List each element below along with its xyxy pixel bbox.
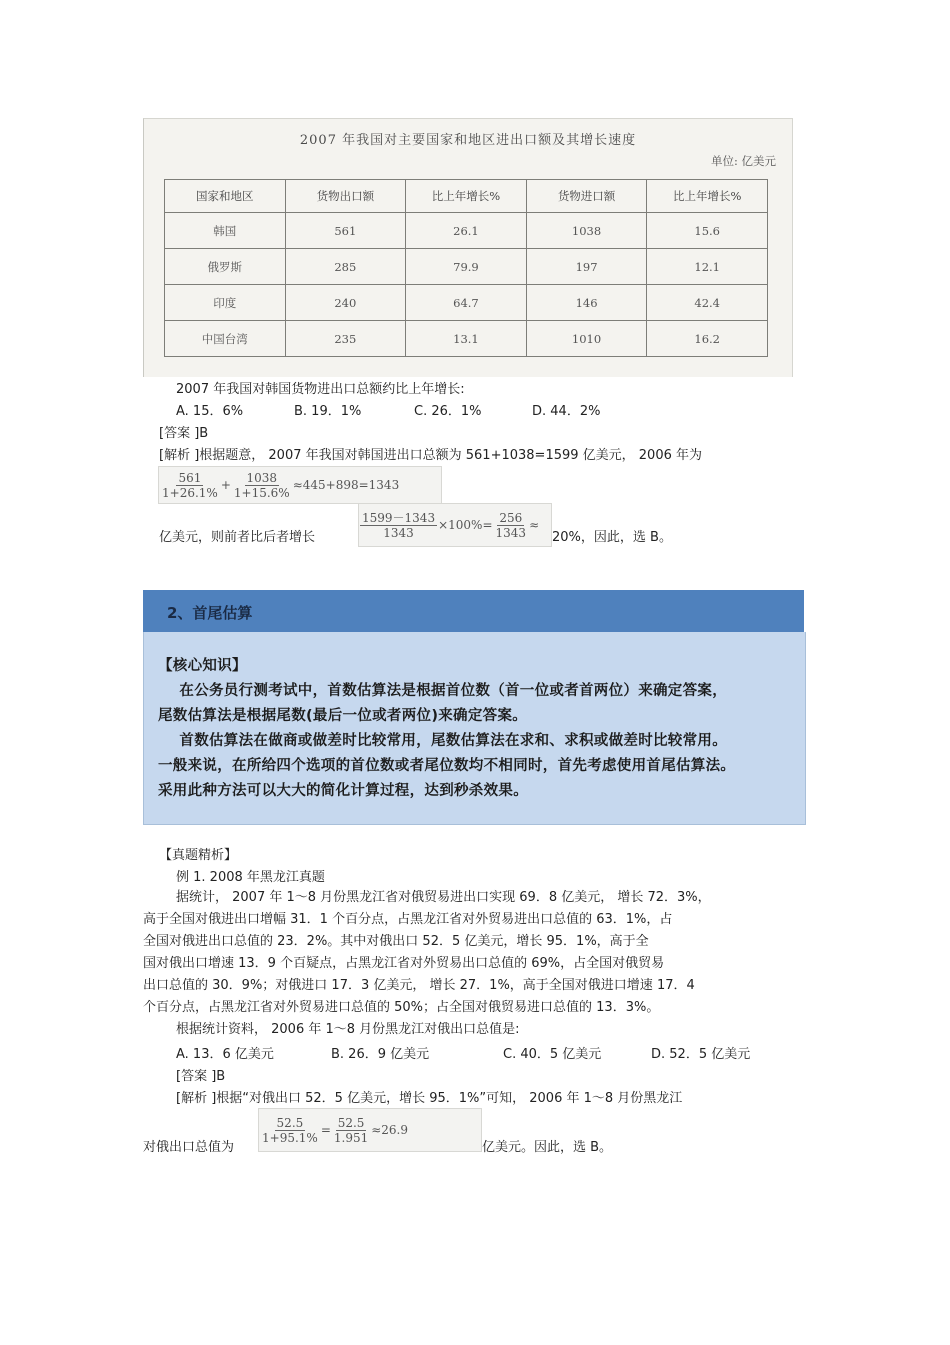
trade-table: [164, 179, 768, 357]
q1-question: 2007 年我国对韩国货物进出口总额约比上年增长:: [176, 382, 465, 397]
formula-image-2: $\frac{1599-1343}{1343}$ ×100%= $\frac{256}{1343}$ ≈: [358, 503, 552, 547]
option-b: B. 19．1%: [294, 404, 362, 419]
option-a: A. 13．6 亿美元: [176, 1047, 274, 1062]
table-row: [165, 213, 768, 249]
section-heading: 2、首尾估算: [167, 604, 253, 622]
table-cell: 42.4: [647, 285, 768, 321]
example-title: 例 1. 2008 年黑龙江真题: [176, 870, 325, 885]
example-options: [176, 1045, 796, 1065]
example-para-line: 全国对俄进出口总值的 23．2%。其中对俄出口 52．5 亿美元，增长 95．1%，高于全: [143, 934, 649, 949]
section-line: 一般来说，在所给四个选项的首位数或者尾位数均不相同时，首先考虑使用首尾估算法。: [158, 758, 736, 774]
option-a: A. 15．6%: [176, 404, 244, 419]
table-cell: 197: [526, 249, 647, 285]
table-cell: 1038: [526, 213, 647, 249]
q1-line-suffix: 20%，因此，选 B。: [552, 530, 672, 545]
option-b: B. 26．9 亿美元: [331, 1047, 430, 1062]
header-cell: 货物出口额: [285, 180, 406, 213]
table-header-row: [165, 180, 768, 213]
fraction: $\frac{1599-1343}{1343}$: [362, 510, 436, 540]
example-para-line: 个百分点，占黑龙江省对外贸易进口总值的 50%；占全国对俄贸易进口总值的 13．3%。: [143, 1000, 660, 1015]
table-cell: 12.1: [647, 249, 768, 285]
table-cell: 1010: [526, 321, 647, 357]
table-cell: 561: [285, 213, 406, 249]
example-question: 根据统计资料， 2006 年 1～8 月份黑龙江对俄出口总值是:: [176, 1022, 520, 1037]
section-line: 采用此种方法可以大大的简化计算过程，达到秒杀效果。: [158, 783, 528, 799]
formula-image-1: $\frac{561}{1+26.1\%}$ + $\frac{1038}{1+15.6\%}$ ≈445+898=1343: [158, 466, 442, 504]
table-cell: 79.9: [406, 249, 527, 285]
section-line: 在公务员行测考试中，首数估算法是根据首位数（首一位或者首两位）来确定答案，: [158, 683, 727, 699]
formula-image-3: $\frac{52.5}{1+95.1\%}$ = $\frac{52.5}{1.951}$ ≈26.9: [258, 1108, 482, 1152]
fraction: $\frac{52.5}{1+95.1\%}$: [262, 1115, 318, 1145]
table-title: 2007 年我国对主要国家和地区进出口额及其增长速度: [299, 133, 637, 148]
q1-line-prefix: 亿美元，则前者比后者增长: [159, 530, 316, 545]
section-line: 首数估算法在做商或做差时比较常用，尾数估算法在求和、求积或做差时比较常用。: [158, 733, 727, 749]
table-cell: 26.1: [406, 213, 527, 249]
table-unit: 单位: 亿美元: [710, 154, 776, 168]
q1-analysis: [解析 ]根据题意， 2007 年我国对韩国进出口总额为 561+1038=1599 亿美元， 2006 年为: [159, 448, 703, 463]
table-cell: 印度: [165, 285, 286, 321]
table-cell: 146: [526, 285, 647, 321]
example-analysis: [解析 ]根据“对俄出口 52．5 亿美元，增长 95．1%”可知， 2006 年 1～8 月份黑龙江: [176, 1091, 683, 1106]
table-image: [143, 118, 793, 377]
table-cell: 中国台湾: [165, 321, 286, 357]
bleed-through-text: [158, 155, 618, 169]
section-label: 【核心知识】: [158, 658, 247, 674]
fraction: $\frac{561}{1+26.1\%}$: [162, 470, 218, 500]
section-header: [143, 590, 804, 633]
example-answer: [答案 ]B: [176, 1069, 226, 1084]
section-line: 尾数估算法是根据尾数(最后一位或者两位)来确定答案。: [158, 708, 528, 724]
example-label: 【真题精析】: [159, 848, 238, 863]
fraction: $\frac{52.5}{1.951}$: [333, 1115, 369, 1145]
table-row: [165, 285, 768, 321]
example-para-line: 据统计， 2007 年 1～8 月份黑龙江省对俄贸易进出口实现 69．8 亿美元， 增长 72．3%，: [176, 890, 711, 905]
table-cell: 13.1: [406, 321, 527, 357]
fraction: $\frac{256}{1343}$: [495, 510, 527, 540]
table-cell: 64.7: [406, 285, 527, 321]
example-para-line: 出口总值的 30．9%；对俄进口 17．3 亿美元， 增长 27．1%，高于全国对俄进口增速 17．4: [143, 978, 695, 993]
table-cell: 韩国: [165, 213, 286, 249]
option-c: C. 26．1%: [414, 404, 482, 419]
option-d: D. 52．5 亿美元: [651, 1047, 751, 1062]
q1-answer: [答案 ]B: [159, 426, 209, 441]
option-d: D. 44．2%: [532, 404, 601, 419]
example-line-suffix: 亿美元。因此，选 B。: [482, 1140, 613, 1155]
table-cell: 240: [285, 285, 406, 321]
table-cell: 285: [285, 249, 406, 285]
header-cell: 货物进口额: [526, 180, 647, 213]
table-cell: 俄罗斯: [165, 249, 286, 285]
option-c: C. 40．5 亿美元: [503, 1047, 602, 1062]
header-cell: 比上年增长%: [647, 180, 768, 213]
table-row: [165, 321, 768, 357]
table-cell: 16.2: [647, 321, 768, 357]
header-cell: 比上年增长%: [406, 180, 527, 213]
table-row: [165, 249, 768, 285]
table-cell: 15.6: [647, 213, 768, 249]
fraction: $\frac{1038}{1+15.6\%}$: [233, 470, 290, 500]
section-body: [143, 632, 806, 825]
q1-options: [176, 402, 656, 422]
example-para-line: 国对俄出口增速 13．9 个百疑点，占黑龙江省对外贸易出口总值的 69%，占全国对俄贸易: [143, 956, 665, 971]
table-cell: 235: [285, 321, 406, 357]
example-line-prefix: 对俄出口总值为: [143, 1140, 235, 1155]
header-cell: 国家和地区: [165, 180, 286, 213]
example-para-line: 高于全国对俄进出口增幅 31．1 个百分点，占黑龙江省对外贸易进出口总值的 63．1%，占: [143, 912, 673, 927]
